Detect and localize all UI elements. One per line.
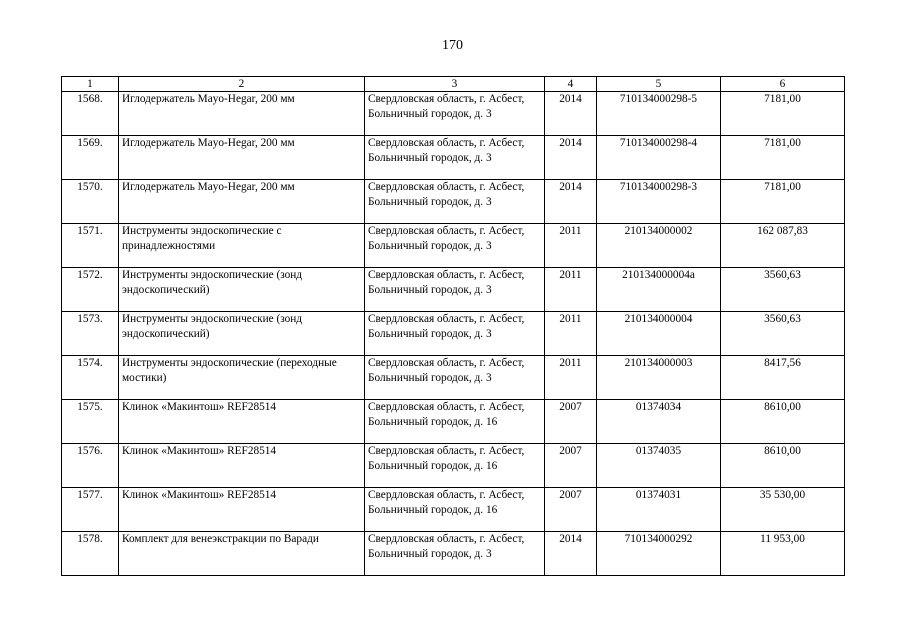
item-address: Свердловская область, г. Асбест, Больничный городок, д. 3 (365, 92, 545, 136)
item-year: 2014 (545, 532, 597, 576)
item-address: Свердловская область, г. Асбест, Больничный городок, д. 3 (365, 312, 545, 356)
item-inventory-number: 01374031 (597, 488, 721, 532)
item-address: Свердловская область, г. Асбест, Больничный городок, д. 3 (365, 136, 545, 180)
row-number: 1574. (62, 356, 119, 400)
column-header-cost: 6 (721, 77, 845, 92)
table-row (62, 92, 845, 136)
item-address: Свердловская область, г. Асбест, Больничный городок, д. 16 (365, 400, 545, 444)
item-year: 2011 (545, 312, 597, 356)
column-header-address: 3 (365, 77, 545, 92)
column-header-inventory: 5 (597, 77, 721, 92)
table-row (62, 268, 845, 312)
item-cost: 3560,63 (721, 268, 845, 312)
item-inventory-number: 710134000292 (597, 532, 721, 576)
item-inventory-number: 01374035 (597, 444, 721, 488)
row-number: 1575. (62, 400, 119, 444)
row-number: 1570. (62, 180, 119, 224)
item-year: 2011 (545, 224, 597, 268)
item-cost: 7181,00 (721, 92, 845, 136)
item-cost: 162 087,83 (721, 224, 845, 268)
item-name: Инструменты эндоскопические (переходные мостики) (119, 356, 365, 400)
item-year: 2014 (545, 180, 597, 224)
table-row (62, 224, 845, 268)
item-inventory-number: 710134000298-4 (597, 136, 721, 180)
item-year: 2014 (545, 136, 597, 180)
item-cost: 35 530,00 (721, 488, 845, 532)
item-address: Свердловская область, г. Асбест, Больничный городок, д. 16 (365, 444, 545, 488)
item-inventory-number: 01374034 (597, 400, 721, 444)
table-row (62, 444, 845, 488)
table-row (62, 532, 845, 576)
item-year: 2007 (545, 444, 597, 488)
item-inventory-number: 710134000298-5 (597, 92, 721, 136)
column-header-year: 4 (545, 77, 597, 92)
item-address: Свердловская область, г. Асбест, Больничный городок, д. 3 (365, 180, 545, 224)
item-inventory-number: 710134000298-3 (597, 180, 721, 224)
item-year: 2007 (545, 488, 597, 532)
item-name: Инструменты эндоскопические (зонд эндоскопический) (119, 268, 365, 312)
row-number: 1568. (62, 92, 119, 136)
header-row (62, 77, 845, 92)
row-number: 1571. (62, 224, 119, 268)
table-row (62, 312, 845, 356)
row-number: 1576. (62, 444, 119, 488)
row-number: 1577. (62, 488, 119, 532)
item-name: Иглодержатель Mayo-Hegar, 200 мм (119, 180, 365, 224)
item-year: 2011 (545, 268, 597, 312)
item-year: 2007 (545, 400, 597, 444)
item-name: Инструменты эндоскопические (зонд эндоскопический) (119, 312, 365, 356)
table-row (62, 136, 845, 180)
column-header-number: 1 (62, 77, 119, 92)
item-inventory-number: 210134000002 (597, 224, 721, 268)
item-cost: 3560,63 (721, 312, 845, 356)
row-number: 1572. (62, 268, 119, 312)
item-name: Клинок «Макинтош» REF28514 (119, 488, 365, 532)
page-number: 170 (442, 38, 463, 53)
item-year: 2011 (545, 356, 597, 400)
row-number: 1578. (62, 532, 119, 576)
item-address: Свердловская область, г. Асбест, Больничный городок, д. 3 (365, 532, 545, 576)
item-name: Клинок «Макинтош» REF28514 (119, 444, 365, 488)
item-year: 2014 (545, 92, 597, 136)
item-address: Свердловская область, г. Асбест, Больничный городок, д. 3 (365, 224, 545, 268)
item-address: Свердловская область, г. Асбест, Больничный городок, д. 3 (365, 356, 545, 400)
row-number: 1573. (62, 312, 119, 356)
table-row (62, 400, 845, 444)
item-name: Комплект для венеэкстракции по Варади (119, 532, 365, 576)
item-address: Свердловская область, г. Асбест, Больничный городок, д. 16 (365, 488, 545, 532)
item-cost: 7181,00 (721, 136, 845, 180)
item-address: Свердловская область, г. Асбест, Больничный городок, д. 3 (365, 268, 545, 312)
row-number: 1569. (62, 136, 119, 180)
table-row (62, 488, 845, 532)
table-row (62, 180, 845, 224)
property-register-table (61, 76, 845, 576)
column-header-name: 2 (119, 77, 365, 92)
item-inventory-number: 210134000004а (597, 268, 721, 312)
item-cost: 11 953,00 (721, 532, 845, 576)
item-cost: 7181,00 (721, 180, 845, 224)
item-name: Иглодержатель Mayo-Hegar, 200 мм (119, 92, 365, 136)
item-inventory-number: 210134000003 (597, 356, 721, 400)
item-name: Иглодержатель Mayo-Hegar, 200 мм (119, 136, 365, 180)
table-row (62, 356, 845, 400)
item-name: Инструменты эндоскопические с принадлежностями (119, 224, 365, 268)
item-inventory-number: 210134000004 (597, 312, 721, 356)
item-name: Клинок «Макинтош» REF28514 (119, 400, 365, 444)
item-cost: 8417,56 (721, 356, 845, 400)
item-cost: 8610,00 (721, 400, 845, 444)
item-cost: 8610,00 (721, 444, 845, 488)
